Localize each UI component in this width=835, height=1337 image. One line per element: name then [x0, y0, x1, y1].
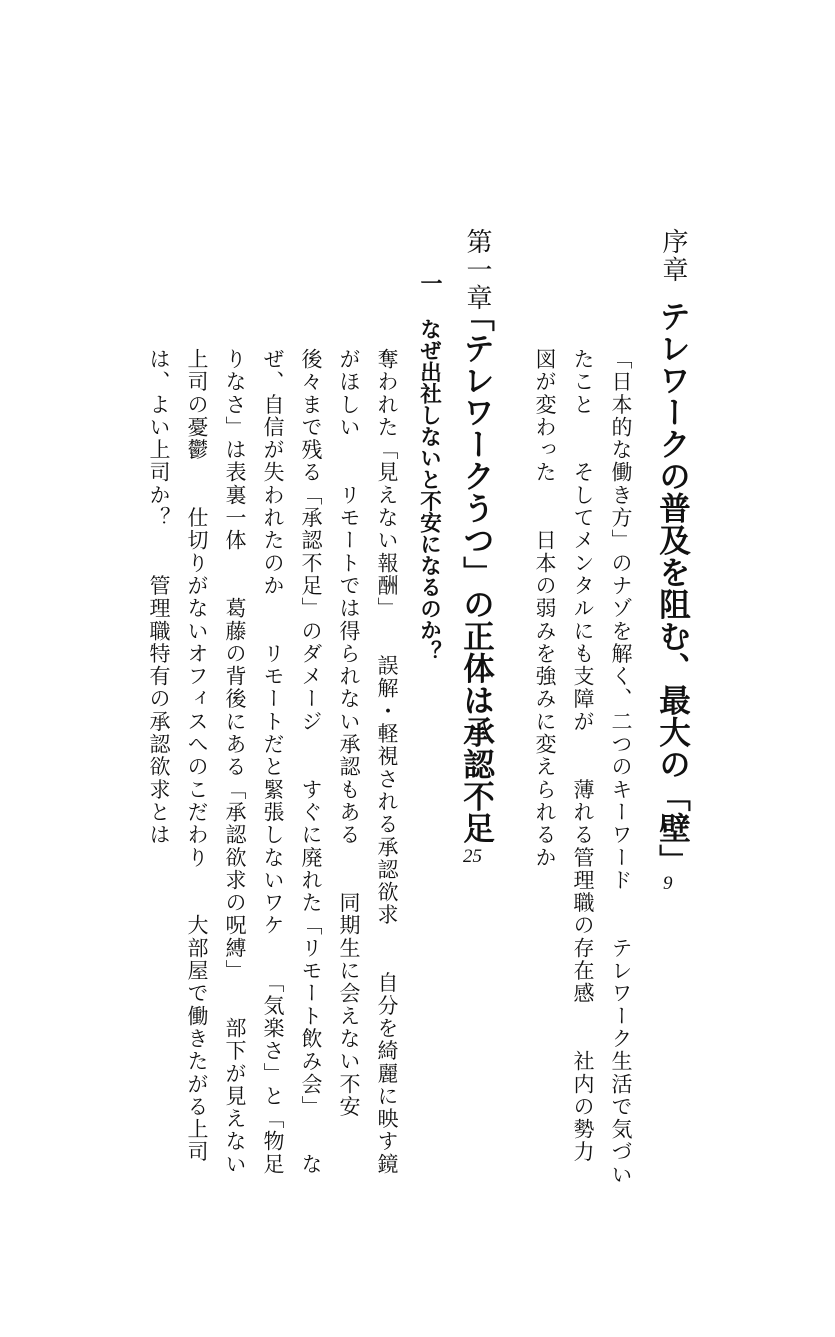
prologue-label: 序章: [658, 228, 688, 284]
prologue-page-number: 9: [663, 873, 673, 894]
section-1-title: なぜ出社しないと不安になるのか？: [416, 318, 442, 662]
chapter-1-item-line-7: は、よい上司か？ 管理職特有の承認欲求とは: [147, 348, 171, 847]
chapter-1-item-line-5: りなさ」は表裏一体 葛藤の背後にある「承認欲求の呪縛」 部下が見えない: [223, 348, 247, 1176]
chapter-1-item-line-3: 後々まで残る「承認不足」のダメージ すぐに廃れた「リモート飲み会」 な: [299, 348, 323, 1176]
section-1-mark: 一: [417, 272, 442, 294]
prologue-item-line-2: たこと そしてメンタルにも支障が 薄れる管理職の存在感 社内の勢力: [571, 348, 595, 1164]
chapter-1-title: 「テレワークうつ」の正体は承認不足: [458, 300, 495, 844]
chapter-1-item-line-4: ぜ、自信が失われたのか リモートだと緊張しないワケ 「気楽さ」と「物足: [261, 348, 285, 1176]
prologue-title: テレワークの普及を阻む、最大の「壁」: [654, 300, 691, 876]
chapter-1-item-line-1: 奪われた「見えない報酬」 誤解・軽視される承認欲求 自分を綺麗に映す鏡: [375, 348, 399, 1176]
chapter-1-item-line-2: がほしい リモートでは得られない承認もある 同期生に会えない不安: [337, 348, 361, 1119]
chapter-1-item-line-6: 上司の憂鬱 仕切りがないオフィスへのこだわり 大部屋で働きたがる上司: [185, 348, 209, 1164]
chapter-1-page-number: 25: [463, 846, 482, 867]
prologue-item-line-1: 「日本的な働き方」のナゾを解く、二つのキーワード テレワーク生活で気づい: [609, 348, 633, 1187]
prologue-item-line-3: 図が変わった 日本の弱みを強みに変えられるか: [533, 348, 557, 869]
chapter-1-label: 第一章: [462, 228, 492, 312]
